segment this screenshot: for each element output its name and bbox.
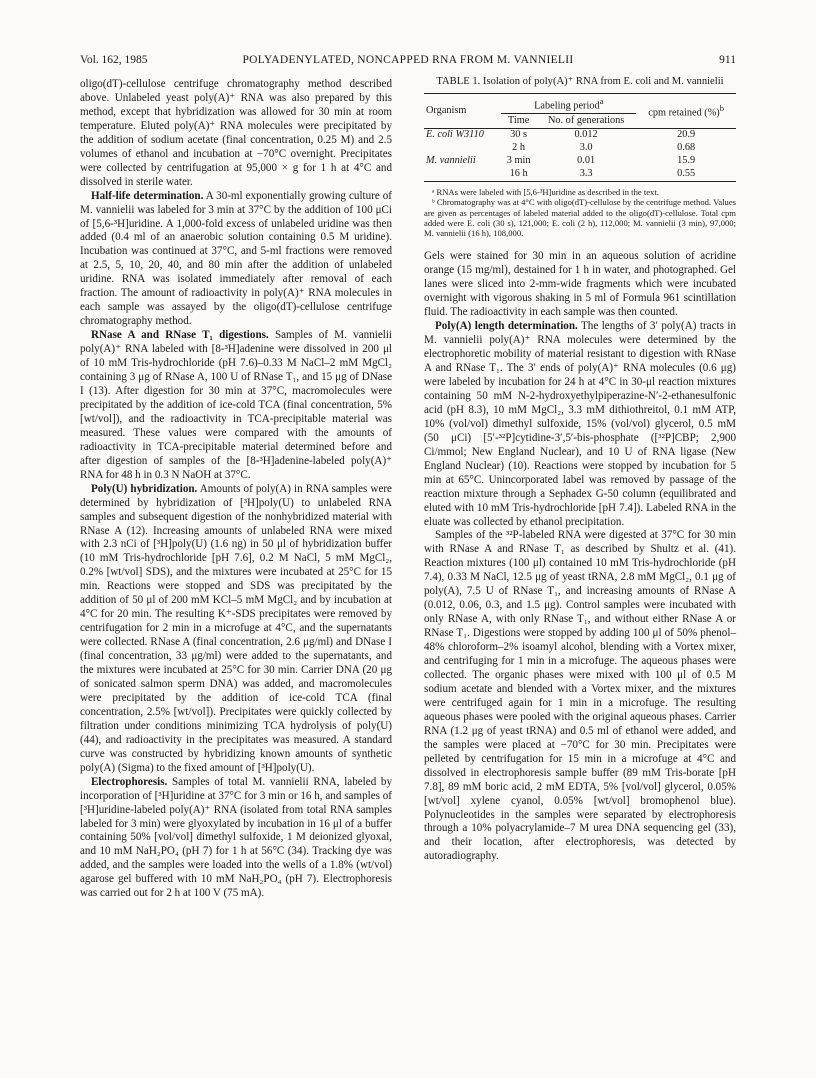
table-row (424, 155, 736, 168)
rnase-text: Samples of M. vannielii poly(A)⁺ RNA labeled with [8-³H]adenine were dissolved in 200 μl of 10 mM Tris-hydrochloride (pH 7.6)–0.33 M NaCl–2 mM MgCl₂ containing 3 μg of RNase A, 100 U of RNase T₁, and 15 μg of DNase I (13). After digestion for 30 min at 37°C, macromolecules were precipitated by the addition of ice-cold TCA (final concentration, 5% [wt/vol]), and the radioactivity in TCA-precipitable material was measured. These values were compared with the amounts of radioactivity in TCA-precipitable material determined before and after digestion of samples of the [8-³H]adenine-labeled poly(A)⁺ RNA for 48 h in 0.3 N NaOH at 37°C. (80, 329, 392, 481)
cell-cpm: 0.68 (677, 142, 696, 154)
cell-organism (424, 142, 501, 155)
paragraph-gel-staining: Gels were stained for 30 min in an aqueous solution of acridine orange (15 mg/ml), destained for 1 h in water, and photographed. Gel lanes were sliced into 2-mm-wide fragments which were incubated overnight with vigorous shaking in 5 ml of Formula 961 scintillation fluid. The radioactivity in each sample was then counted. (424, 250, 736, 319)
volume-label: Vol. 162, 1985 (80, 54, 148, 66)
cell-organism: M. vannielii (426, 155, 476, 167)
cell-generations: 0.01 (577, 155, 596, 167)
cell-time: 30 s (510, 129, 528, 141)
left-column (80, 78, 392, 901)
run-in-heading-half-life: Half-life determination. (91, 189, 204, 202)
poly-u-text: Amounts of poly(A) in RNA samples were determined by hybridization of [³H]poly(U) to unlabeled RNA samples and subsequent digestion of the nonhybridized material with RNase A (12). Increasing amounts of unlabeled RNA were mixed with 2.3 nCi of [³H]poly(U) (1.6 ng) in 50 μl of hybridization buffer (10 mM Tris-hydrochloride [pH 7.6], 0.2 M NaCl, 5 mM MgCl₂, 0.2% [wt/vol] SDS), and the mixtures were incubated at 25°C for 15 min. Reactions were stopped and SDS was precipitated by the addition of 50 μl of 200 mM KCl–5 mM MgCl₂ and by incubation at 4°C for 20 min. The resulting K⁺-SDS precipitates were removed by centrifugation for 2 min in a microfuge at 4°C, and the supernatants were collected. RNase A (final concentration, 2.6 μg/ml) and DNase I (final concentration, 33 μg/ml) were added to the supernatants, and the mixtures were incubated at 25°C for 30 min. Carrier DNA (20 μg of sonicated salmon sperm DNA) was added, and macromolecules were precipitated by the addition of ice-cold TCA (final concentration, 2.5% [wt/vol]). Precipitates were quickly collected by filtration under conditions minimizing TCA hydrolysis of poly(U) (44), and radioactivity in the precipitates was measured. A standard curve was constructed by hybridizing known amounts of synthetic poly(A) (Sigma) to the fixed amount of [³H]poly(U). (80, 482, 392, 774)
running-title: POLYADENYLATED, NONCAPPED RNA FROM M. VANNIELII (242, 54, 574, 66)
cell-cpm: 20.9 (677, 129, 696, 141)
table-row (424, 142, 736, 155)
cell-generations: 0.012 (574, 129, 598, 141)
run-in-heading-electrophoresis: Electrophoresis. (91, 775, 168, 788)
table-row (424, 128, 736, 142)
table-row (424, 168, 736, 182)
header-time: Time (501, 113, 536, 128)
header-generations: No. of generations (536, 113, 636, 128)
run-in-heading-poly-a-length: Poly(A) length determination. (435, 320, 578, 333)
cell-generations: 3.3 (579, 168, 593, 180)
section-electrophoresis (80, 776, 392, 902)
page-number: 911 (719, 54, 736, 66)
section-poly-a-length (424, 320, 736, 529)
section-poly-u-hybridization (80, 483, 392, 776)
cell-organism: E. coli W3110 (426, 129, 484, 141)
footnote-b: ᵇ Chromatography was at 4°C with oligo(dT)-cellulose by the centrifuge method. Values are given as percentages of labeled material added to the oligo(dT)-cellulose. Total cpm added were E. coli (30 s), 121,000; E. coli (2 h), 112,000; M. vannielii (3 min), 97,000; M. vannielii (16 h), 108,000. (424, 197, 736, 239)
right-column (424, 76, 736, 864)
section-half-life (80, 190, 392, 330)
header-labeling-period: Labeling period$^a$ (501, 93, 636, 113)
paragraph-rnase-digestion-samples: Samples of the ³²P-labeled RNA were digested at 37°C for 30 min with RNase A and RNase T₁ as described by Shultz et al. (41). Reaction mixtures (100 μl) contained 10 mM Tris-hydrochloride (pH 7.4), 0.33 M NaCl, 12.5 μg of yeast tRNA, 2.8 mM MgCl₂, 0.1 μg of poly(A), 7.5 U of RNase T₁, and increasing amounts of RNase A (0.012, 0.06, 0.3, and 1.5 μg). Control samples were incubated with only RNase A, with only RNase T₁, and without either RNase A or RNase T₁. Digestions were stopped by adding 100 μl of 50% phenol–48% chloroform–2% isoamyl alcohol, blending with a Vortex mixer, and centrifuging for 1 min in a microfuge. The aqueous phases were collected. The organic phases were mixed with 100 μl of 0.5 M sodium acetate and blended with a Vortex mixer, and the mixtures were centrifuged again for 1 min in a microfuge. The resulting aqueous phases were pooled with the original aqueous phases. Carrier RNA (1.2 μg of yeast tRNA) and 0.5 ml of ethanol were added, and the samples were placed at −70°C for 30 min. Precipitates were pelleted by centrifugation for 15 min in a microfuge at 4°C and dissolved in electrophoresis sample buffer (89 mM Tris-borate [pH 7.8], 89 mM boric acid, 2 mM EDTA, 5% [vol/vol] glycerol, 0.05% [wt/vol] xylene cyanol, 0.05% [wt/vol] bromophenol blue). Polynucleotides in the samples were separated by electrophoresis through a 10% polyacrylamide–7 M urea DNA sequencing gel (33), and their location, after electrophoresis, was detected by autoradiography. (424, 529, 736, 863)
cell-time: 16 h (509, 168, 528, 180)
header-cpm-retained: cpm retained (%)$^b$ (636, 93, 736, 128)
cell-organism (424, 168, 501, 182)
run-in-heading-rnase: RNase A and RNase T₁ digestions. (91, 329, 269, 342)
table-footnotes (424, 187, 736, 238)
electrophoresis-text: Samples of total M. vannielii RNA, labeled by incorporation of [³H]uridine at 37°C for 3 min or 16 h, and samples of [³H]uridine-labeled poly(A)⁺ RNA (isolated from total RNA samples labeled for 3 min) were glyoxylated by incubation in 16 μl of a buffer containing 50% [vol/vol] dimethyl sulfoxide, 1 M deionized glyoxal, and 10 mM NaH₂PO₄ (pH 7) for 1 h at 56°C (34). Tracking dye was added, and the samples were loaded into the wells of a 1.8% (wt/vol) agarose gel buffered with 10 mM NaH₂PO₄ (pH 7). Electrophoresis was carried out for 2 h at 100 V (75 mA). (80, 775, 392, 900)
cell-time: 3 min (506, 155, 531, 167)
section-rnase-digestions (80, 329, 392, 482)
cell-cpm: 15.9 (677, 155, 696, 167)
data-table (424, 93, 736, 182)
header-organism: Organism (424, 93, 501, 128)
paragraph-oligo-dt: oligo(dT)-cellulose centrifuge chromatography method described above. Unlabeled yeast poly(A)⁺ RNA was also prepared by this method, except that hybridization was allowed for 30 min at room temperature. Eluted poly(A)⁺ RNA molecules were precipitated by the addition of sodium acetate (final concentration, 0.25 M) and 2.5 volumes of ethanol and incubation at −70°C overnight. Precipitates were collected by centrifugation at 95,000 × g for 1 h at 4°C and dissolved in sterile water. (80, 78, 392, 188)
half-life-text: A 30-ml exponentially growing culture of M. vannielii was labeled for 3 min at 37°C by the addition of 100 μCi of [5,6-³H]uridine. A 1,000-fold excess of unlabeled uridine was then added (0.4 ml of an anaerobic solution containing 0.5 M uridine). Incubation was continued at 37°C, and 5-ml fractions were removed at 2.5, 5, 10, 20, 40, and 80 min after the addition of unlabeled uridine. RNA was isolated immediately after removal of each fraction. The amount of radioactivity in poly(A)⁺ RNA molecules in each sample was assayed by the oligo(dT)-cellulose centrifuge chromatography method. (80, 189, 392, 328)
cell-generations: 3.0 (579, 142, 593, 154)
cell-cpm: 0.55 (677, 168, 696, 180)
cell-time: 2 h (512, 142, 526, 154)
poly-a-length-text: The lengths of 3′ poly(A) tracts in M. vannielii poly(A)⁺ RNA molecules were determined by the electrophoretic mobility of material resistant to digestion with RNase A and RNase T₁. The 3′ ends of poly(A)⁺ RNA molecules (0.6 μg) were labeled by incubation for 24 h at 4°C in 30-μl reaction mixtures containing 50 mM N-2-hydroxyethylpiperazine-N′-2-ethanesulfonic acid (pH 8.3), 10 mM MgCl₂, 3.3 mM dithiothreitol, 0.1 mM ATP, 10% (vol/vol) dimethyl sulfoxide, 15% (vol/vol) glycerol, 0.5 mM (50 μCi) [5′-³²P]cytidine-3′,5′-bis-phosphate ([³²P]CBP; 2,900 Ci/mmol; New England Nuclear), and 10 U of RNA ligase (New England Nuclear) (10). Reactions were stopped by incubation for 5 min at 65°C. Unincorporated label was removed by passage of the reaction mixture through a Sephadex G-50 column (equilibrated and eluted with 10 mM Tris-hydrochloride [pH 7.4]). Labeled RNA in the eluate was collected by ethanol precipitation. (424, 320, 736, 528)
running-header (80, 54, 736, 70)
footnote-a: ᵃ RNAs were labeled with [5,6-³H]uridine as described in the text. (432, 186, 659, 197)
table-title: TABLE 1. Isolation of poly(A)⁺ RNA from E. coli and M. vannielii (436, 76, 724, 87)
run-in-heading-poly-u: Poly(U) hybridization. (91, 482, 198, 495)
